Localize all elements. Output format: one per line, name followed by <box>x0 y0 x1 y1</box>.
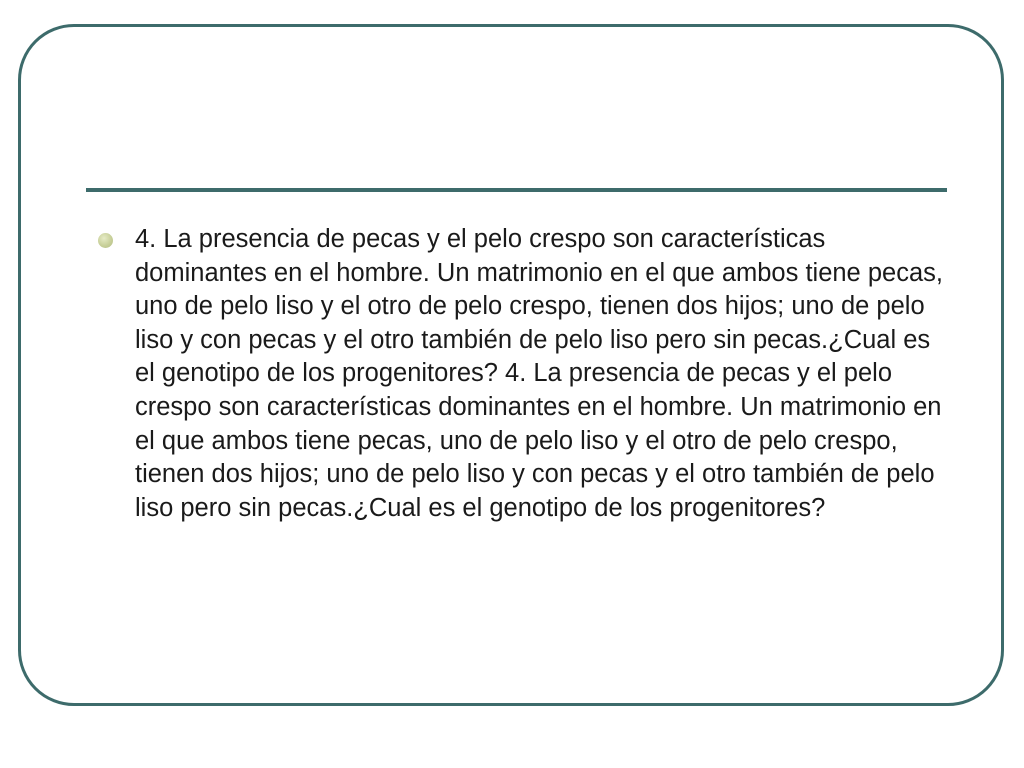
bullet-dot-icon <box>98 233 113 248</box>
title-divider <box>86 188 947 192</box>
bullet-item <box>98 220 948 525</box>
bullet-text: 4. La presencia de pecas y el pelo crespo son características dominantes en el hombre. Un matrimonio en el que ambos tiene pecas, uno de pelo liso y el otro de pelo crespo, tienen dos hijos; uno de pelo liso y con pecas y el otro también de pelo liso pero sin pecas.¿Cual es el genotipo de los progenitores? 4. La presencia de pecas y el pelo crespo son características dominantes en el hombre. Un matrimonio en el que ambos tiene pecas, uno de pelo liso y el otro de pelo crespo, tienen dos hijos; uno de pelo liso y con pecas y el otro también de pelo liso pero sin pecas.¿Cual es el genotipo de los progenitores? <box>135 225 943 522</box>
